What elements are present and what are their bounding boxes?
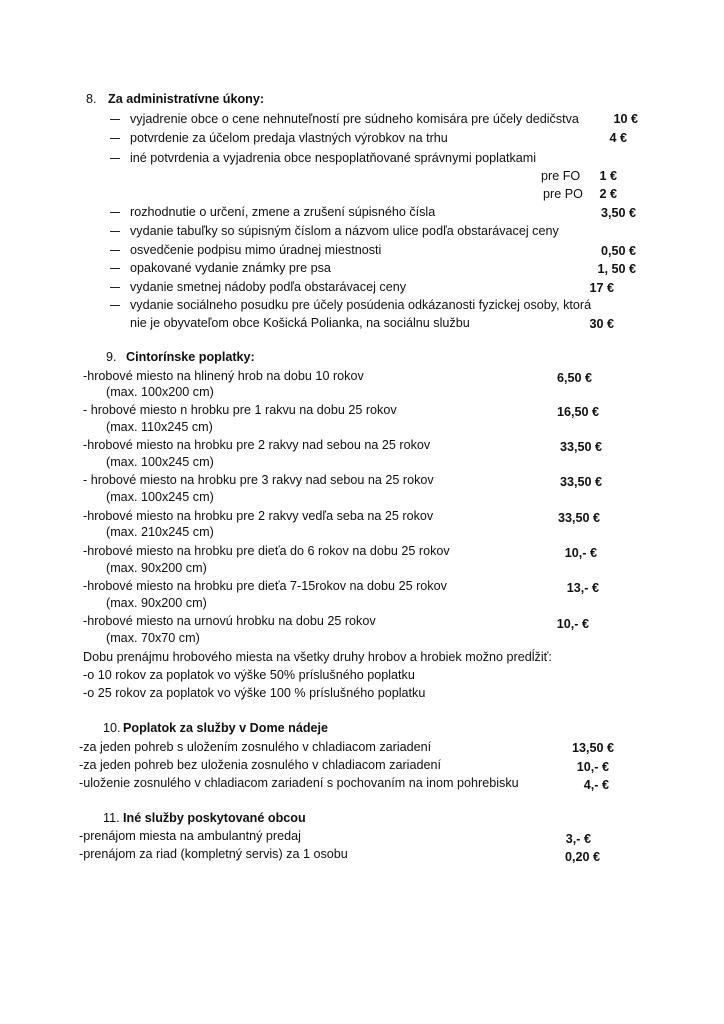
bullet-dash — [110, 212, 120, 213]
fee-item: rozhodnutie o určení, zmene a zrušení súpisného čísla — [130, 205, 436, 219]
fee-price: 10 € — [613, 112, 638, 126]
bullet-dash — [110, 305, 120, 306]
grave-item: - hrobové miesto na hrobku pre 3 rakvy nad sebou na 25 rokov — [83, 473, 434, 487]
fee-price: 1, 50 € — [597, 262, 636, 276]
fee-item: osvedčenie podpisu mimo úradnej miestnosti — [130, 243, 382, 257]
grave-dimensions: (max. 100x200 cm) — [106, 385, 214, 399]
service-price: 13,50 € — [571, 741, 614, 755]
grave-dimensions: (max. 90x200 cm) — [106, 596, 207, 610]
grave-price: 10,- € — [564, 546, 597, 560]
grave-dimensions: (max. 70x70 cm) — [106, 631, 200, 645]
grave-item: -hrobové miesto na hrobku pre dieťa do 6 rokov na dobu 25 rokov — [83, 544, 450, 558]
fee-price-fo: 1 € — [599, 169, 617, 183]
fee-item: iné potvrdenia a vyjadrenia obce nespoplatňované správnymi poplatkami — [130, 151, 537, 165]
service-price: 4,- € — [583, 778, 609, 792]
fee-price: 17 € — [589, 281, 614, 295]
section-10-number: 10. — [103, 721, 121, 735]
section-9-title: Cintorínske poplatky: — [126, 350, 255, 364]
service-price: 3,- € — [565, 832, 591, 846]
grave-item: -hrobové miesto na hrobku pre dieťa 7-15rokov na dobu 25 rokov — [83, 579, 447, 593]
bullet-dash — [110, 287, 120, 288]
service-item: -prenájom miesta na ambulantný predaj — [79, 829, 301, 843]
grave-price: 16,50 € — [556, 405, 599, 419]
grave-item: -hrobové miesto na hrobku pre 2 rakvy nad sebou na 25 rokov — [83, 438, 431, 452]
fee-item: opakované vydanie známky pre psa — [130, 261, 331, 275]
fee-item: vydanie sociálneho posudku pre účely posúdenia odkázanosti fyzickej osoby, ktorá — [130, 298, 592, 312]
grave-price: 33,50 € — [559, 440, 602, 454]
fee-price: 4 € — [609, 131, 627, 145]
section-10-title: Poplatok za služby v Dome nádeje — [123, 721, 329, 735]
fee-label-fo: pre FO — [541, 169, 581, 183]
grave-price: 6,50 € — [556, 371, 592, 385]
fee-price-po: 2 € — [599, 187, 617, 201]
grave-dimensions: (max. 90x200 cm) — [106, 561, 207, 575]
grave-dimensions: (max. 100x245 cm) — [106, 490, 214, 504]
fee-price: 0,50 € — [600, 244, 636, 258]
service-price: 0,20 € — [564, 850, 600, 864]
grave-dimensions: (max. 210x245 cm) — [106, 525, 214, 539]
bullet-dash — [110, 231, 120, 232]
fee-price: 30 € — [589, 317, 614, 331]
fee-item: potvrdenie za účelom predaja vlastných výrobkov na trhu — [130, 131, 448, 145]
section-8-title: Za administratívne úkony: — [108, 92, 265, 106]
grave-price: 10,- € — [556, 617, 589, 631]
section-8-number: 8. — [86, 92, 97, 106]
service-item: -za jeden pohreb bez uloženia zosnulého v chladiacom zariadení — [79, 758, 441, 772]
service-item: -uloženie zosnulého v chladiacom zariadení s pochovaním na inom pohrebisku — [79, 776, 519, 790]
fee-price: 3,50 € — [600, 206, 636, 220]
bullet-dash — [110, 268, 120, 269]
service-price: 10,- € — [576, 760, 609, 774]
bullet-dash — [110, 250, 120, 251]
fee-label-po: pre PO — [543, 187, 583, 201]
grave-item: -hrobové miesto na hlinený hrob na dobu 10 rokov — [83, 369, 364, 383]
bullet-dash — [110, 119, 120, 120]
fee-item: vyjadrenie obce o cene nehnuteľností pre súdneho komisára pre účely dedičstva — [130, 112, 579, 126]
grave-dimensions: (max. 110x245 cm) — [106, 420, 213, 434]
grave-price: 33,50 € — [559, 475, 602, 489]
bullet-dash — [110, 138, 120, 139]
grave-item: -hrobové miesto na urnovú hrobku na dobu 25 rokov — [83, 614, 376, 628]
extension-note: Dobu prenájmu hrobového miesta na všetky druhy hrobov a hrobiek možno predĺžiť: — [83, 650, 552, 664]
fee-item-continued: nie je obyvateľom obce Košická Polianka, na sociálnu službu — [130, 316, 470, 330]
fee-item: vydanie tabuľky so súpisným číslom a názvom ulice podľa obstarávacej ceny — [130, 224, 559, 238]
bullet-dash — [110, 158, 120, 159]
section-9-number: 9. — [106, 350, 117, 364]
fee-item: vydanie smetnej nádoby podľa obstarávacej ceny — [130, 280, 407, 294]
grave-item: - hrobové miesto n hrobku pre 1 rakvu na dobu 25 rokov — [83, 403, 397, 417]
grave-price: 13,- € — [566, 581, 599, 595]
extension-note-10: -o 10 rokov za poplatok vo výške 50% príslušného poplatku — [83, 668, 415, 682]
service-item: -za jeden pohreb s uložením zosnulého v chladiacom zariadení — [79, 740, 432, 754]
grave-dimensions: (max. 100x245 cm) — [106, 455, 214, 469]
grave-item: -hrobové miesto na hrobku pre 2 rakvy vedľa seba na 25 rokov — [83, 509, 434, 523]
section-11-title: Iné služby poskytované obcou — [123, 811, 306, 825]
grave-price: 33,50 € — [557, 511, 600, 525]
section-11-number: 11. — [103, 811, 120, 825]
service-item: -prenájom za riad (kompletný servis) za 1 osobu — [79, 847, 348, 861]
extension-note-25: -o 25 rokov za poplatok vo výške 100 % príslušného poplatku — [83, 686, 426, 700]
